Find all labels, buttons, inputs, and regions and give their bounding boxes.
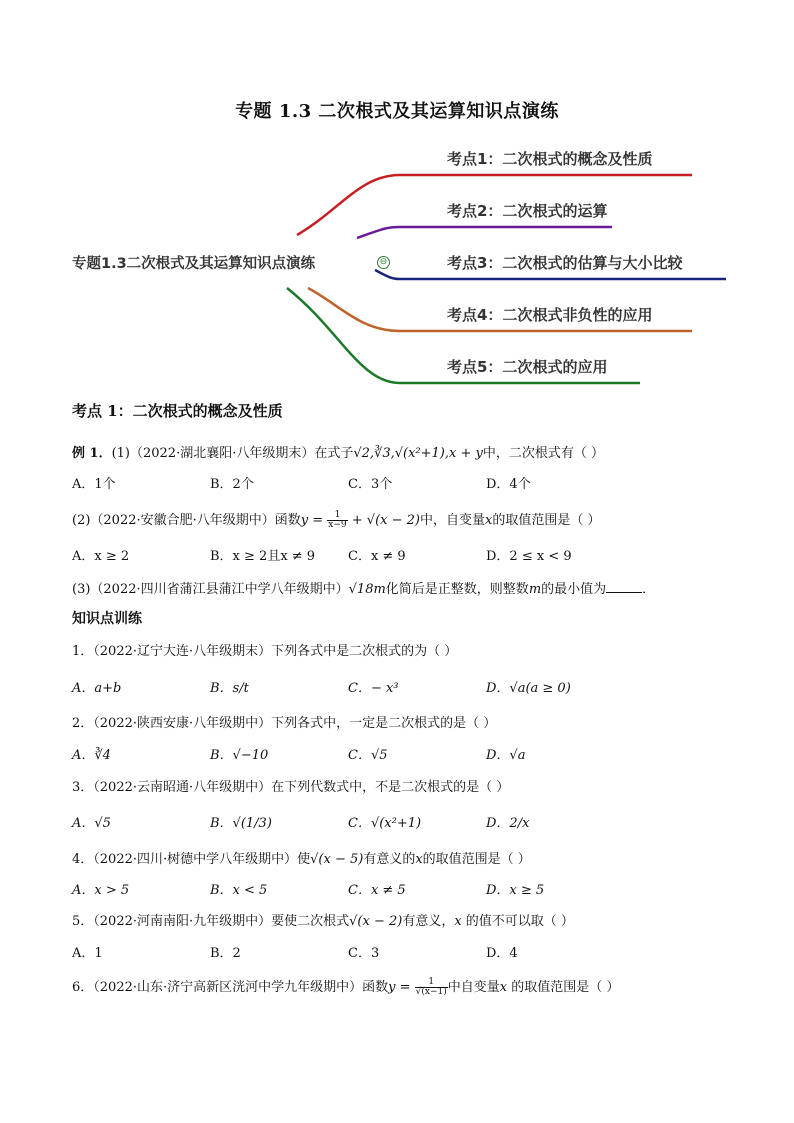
option-d[interactable]: D．x ≥ 5 (486, 883, 545, 898)
option-d[interactable]: D．2/x (486, 816, 530, 831)
mind-map-node-3[interactable]: 考点3：二次根式的估算与大小比较 (447, 254, 683, 272)
option-c[interactable]: C．x ≠ 9 (348, 549, 406, 564)
question-1: 1．（2022·辽宁大连·八年级期末）下列各式中是二次根式的为（ ） (72, 644, 458, 659)
options-row (72, 879, 732, 899)
training-heading: 知识点训练 (72, 611, 142, 627)
math-expression: √2,∛3,√(x²+1),x + y (353, 446, 483, 461)
mind-map-node-5[interactable]: 考点5：二次根式的应用 (447, 358, 608, 376)
option-a[interactable]: A．x ≥ 2 (72, 549, 130, 564)
option-c[interactable]: C．√(x²+1) (348, 816, 422, 831)
option-a[interactable]: A．1 (72, 946, 103, 961)
option-d[interactable]: D．√a(a ≥ 0) (486, 681, 571, 696)
example-label: 例 1． (72, 446, 112, 461)
option-c[interactable]: C．√5 (348, 748, 388, 763)
option-a[interactable]: A．x > 5 (72, 883, 130, 898)
math-expression: √18m (348, 582, 386, 597)
math-expression: √(x − 2) (349, 914, 403, 929)
mind-map-node-1[interactable]: 考点1：二次根式的概念及性质 (447, 150, 653, 168)
options-row (72, 473, 732, 493)
option-b[interactable]: B．s/t (210, 681, 249, 696)
question-4: 4．（2022·四川·树德中学八年级期中）使√(x − 5)有意义的x的取值范围是（ ） (72, 852, 531, 867)
options-row (72, 942, 732, 962)
example-1-q1: 例 1．(1)（2022·湖北襄阳·八年级期末）在式子√2,∛3,√(x²+1),x + y中，二次根式有（ ） (72, 446, 604, 461)
section-heading: 考点 1：二次根式的概念及性质 (72, 402, 283, 420)
option-c[interactable]: C．3个 (348, 477, 393, 492)
collapse-icon[interactable]: ⊖ (377, 256, 390, 269)
fraction: $\frac{1}{√(x-1)}$ (415, 977, 447, 997)
question-5: 5．（2022·河南南阳·九年级期中）要使二次根式√(x − 2)有意义，x 的值不可以取（ ） (72, 914, 574, 929)
option-c[interactable]: C．− x³ (348, 681, 399, 696)
option-c[interactable]: C．3 (348, 946, 380, 961)
example-1-q3: (3)（2022·四川省蒲江县蒲江中学八年级期中）√18m化简后是正整数，则整数m的最小值为 ． (72, 582, 656, 597)
option-d[interactable]: D．4 (486, 946, 518, 961)
option-b[interactable]: B．x < 5 (210, 883, 268, 898)
answer-blank[interactable] (606, 592, 642, 593)
options-row (72, 812, 732, 832)
option-a[interactable]: A．a+b (72, 681, 122, 696)
option-c[interactable]: C．x ≠ 5 (348, 883, 406, 898)
option-d[interactable]: D．2 ≤ x < 9 (486, 549, 572, 564)
mind-map-root: 专题1.3二次根式及其运算知识点演练 (72, 256, 316, 272)
branch-line-2 (357, 227, 612, 238)
options-row (72, 677, 732, 697)
fraction: $\frac{1}{x-9}$ (328, 510, 347, 530)
question-2: 2．（2022·陕西安康·八年级期中）下列各式中，一定是二次根式的是（ ） (72, 716, 497, 731)
math-expression: √(x − 5) (310, 852, 364, 867)
mind-map (0, 130, 794, 390)
option-b[interactable]: B．√−10 (210, 748, 269, 763)
question-3: 3．（2022·云南昭通·八年级期中）在下列代数式中，不是二次根式的是（ ） (72, 780, 510, 795)
example-1-q2: (2)（2022·安徽合肥·八年级期中）函数y = $\frac{1}{x-9}$ + √(x − 2)中，自变量x的取值范围是（ ） (72, 510, 601, 530)
mind-map-node-2[interactable]: 考点2：二次根式的运算 (447, 202, 608, 220)
options-row (72, 545, 732, 565)
option-b[interactable]: B．2 (210, 946, 241, 961)
option-a[interactable]: A．1个 (72, 477, 116, 492)
option-b[interactable]: B．2个 (210, 477, 254, 492)
option-b[interactable]: B．x ≥ 2且x ≠ 9 (210, 549, 316, 564)
option-d[interactable]: D．√a (486, 748, 526, 763)
option-d[interactable]: D．4个 (486, 477, 531, 492)
option-b[interactable]: B．√(1/3) (210, 816, 272, 831)
option-a[interactable]: A．∛4 (72, 748, 111, 763)
mind-map-node-4[interactable]: 考点4：二次根式非负性的应用 (447, 306, 653, 324)
question-6: 6．（2022·山东·济宁高新区洸河中学九年级期中）函数y = $\frac{1}{√(x-1)}$ 中自变量x 的取值范围是（ ） (72, 977, 620, 997)
options-row (72, 744, 732, 764)
page-title: 专题 1.3 二次根式及其运算知识点演练 (235, 101, 559, 122)
option-a[interactable]: A．√5 (72, 816, 111, 831)
